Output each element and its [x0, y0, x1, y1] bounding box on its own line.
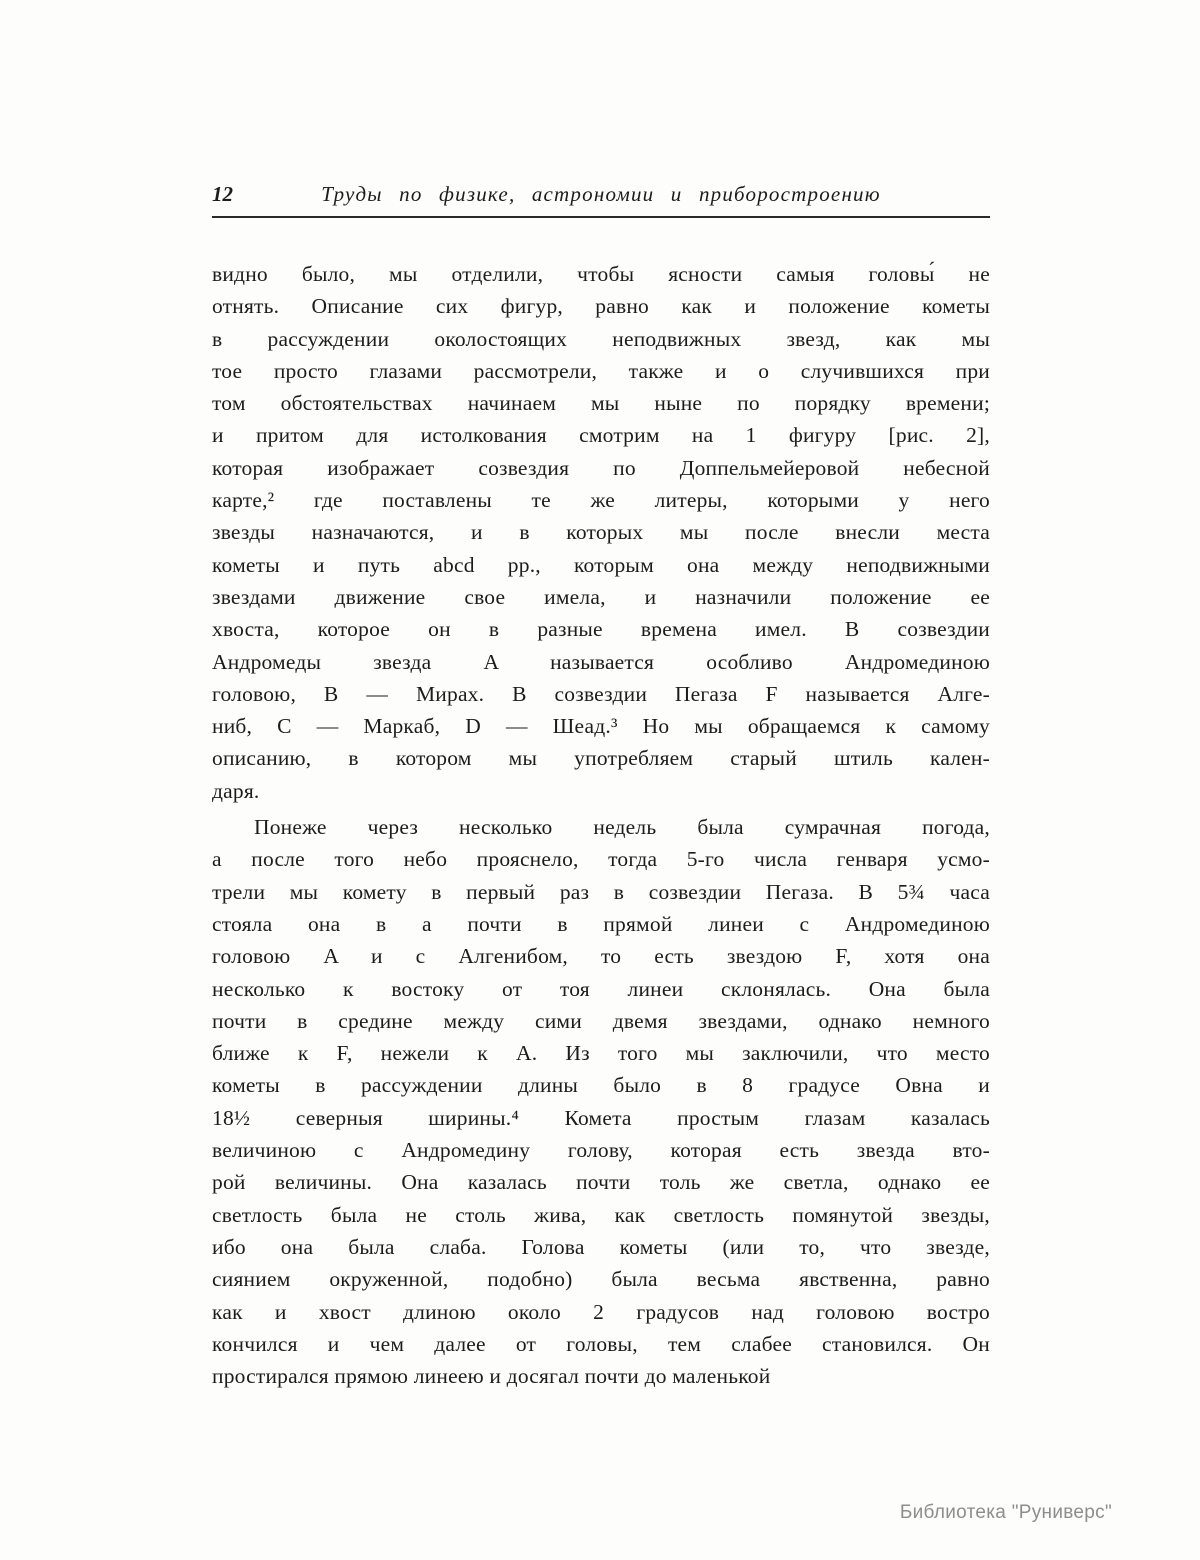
text-line: даря.	[212, 778, 260, 803]
text-line: а после того небо прояснело, тогда 5-го числа генваря усмо-	[212, 847, 990, 872]
text-line: звездами движение свое имела, и назначили положение ее	[212, 584, 990, 609]
text-line: кометы и путь abcd рр., которым она между неподвижными	[212, 552, 990, 577]
text-line: и притом для истолкования смотрим на 1 фигуру [рис. 2],	[212, 423, 990, 448]
text-line: отнять. Описание сих фигур, равно как и положение кометы	[212, 294, 990, 319]
text-line: в рассуждении околостоящих неподвижных звезд, как мы	[212, 326, 990, 351]
text-line: несколько к востоку от тоя линеи склонялась. Она была	[212, 976, 990, 1001]
text-line: сиянием окруженной, подобно) была весьма явственна, равно	[212, 1267, 990, 1292]
text-line: простирался прямою линеею и досягал почти до маленькой	[212, 1364, 771, 1389]
text-line: 18½ северныя ширины.⁴ Комета простым глазам казалась	[212, 1105, 990, 1130]
text-line: ниб, C — Маркаб, D — Шеад.³ Но мы обращаемся к самому	[212, 714, 990, 739]
text-line: Понеже через несколько недель была сумрачная погода,	[254, 815, 990, 840]
text-line: ибо она была слаба. Голова кометы (или то, что звезде,	[212, 1234, 990, 1259]
text-line: рой величины. Она казалась почти толь же светла, однако ее	[212, 1170, 990, 1195]
text-line: хвоста, которое он в разные времена имел. В созвездии	[212, 617, 990, 642]
text-line: кончился и чем далее от головы, тем слабее становился. Он	[212, 1331, 990, 1356]
text-line: почти в средине между сими двемя звездами, однако немного	[212, 1008, 990, 1033]
library-watermark: Библиотека "Руниверс"	[899, 1502, 1112, 1523]
text-line: ближе к F, нежели к A. Из того мы заключили, что место	[212, 1041, 990, 1066]
paragraph-1	[212, 258, 990, 807]
text-line: светлость была не столь жива, как светлость помянутой звезды,	[212, 1202, 990, 1227]
page-number: 12	[212, 182, 233, 206]
text-line: головою A и с Алгенибом, то есть звездою F, хотя она	[212, 944, 990, 969]
text-line: головою, B — Мирах. В созвездии Пегаза F называется Алге-	[212, 681, 990, 706]
text-line: Андромеды звезда A называется особливо Андромединою	[212, 649, 990, 674]
running-header	[212, 182, 990, 218]
text-line: звезды назначаются, и в которых мы после внесли места	[212, 520, 990, 545]
text-line: как и хвост длиною около 2 градусов над головою востро	[212, 1299, 990, 1324]
text-line: карте,² где поставлены те же литеры, которыми у него	[212, 488, 990, 513]
text-line: видно было, мы отделили, чтобы ясности самыя головы́ не	[212, 262, 990, 286]
text-line: тое просто глазами рассмотрели, также и о случившихся при	[212, 358, 990, 383]
text-line: том обстоятельствах начинаем мы ныне по порядку времени;	[212, 391, 990, 416]
text-line: кометы в рассуждении длины было в 8 градусе Овна и	[212, 1073, 990, 1098]
text-line: описанию, в котором мы употребляем старый штиль кален-	[212, 746, 990, 771]
running-header-title: Труды по физике, астрономии и приборостроению	[321, 182, 881, 206]
body-text	[212, 258, 990, 1392]
text-line: трели мы комету в первый раз в созвездии Пегаза. В 5¾ часа	[212, 879, 990, 904]
text-line: стояла она в a почти в прямой линеи с Андромединою	[212, 911, 990, 936]
text-column	[212, 182, 990, 1392]
text-line: которая изображает созвездия по Доппельмейеровой небесной	[212, 455, 990, 480]
text-line: величиною с Андромедину голову, которая есть звезда вто-	[212, 1138, 990, 1163]
paragraph-2	[212, 811, 990, 1392]
